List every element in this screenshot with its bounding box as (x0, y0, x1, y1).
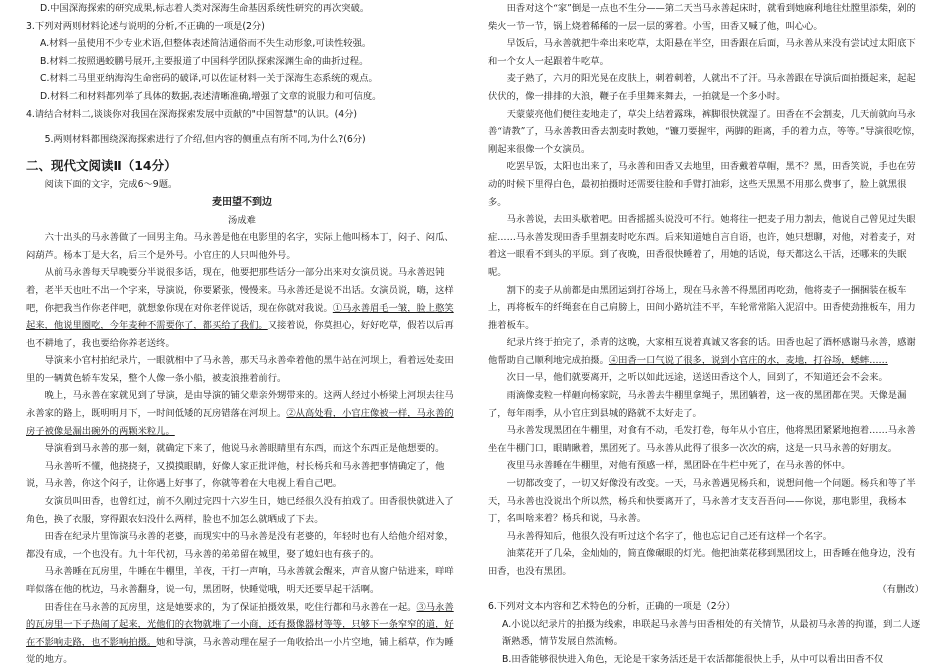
paragraph-text: 马永善听不懂，他挠挠子，又摸摸眼睛，好像人家正批评他，村长杨兵和马永善把事情确定了，他说，马永善，你这个闷子，让你遇上好事了，你就等着在大电视上看自己吧。 (26, 460, 445, 490)
story-paragraph (488, 334, 924, 369)
section-title: 二、现代文阅读Ⅱ（14分） (26, 157, 177, 173)
story-paragraph (488, 528, 924, 546)
question-line: 3.下列对两则材料论述与说明的分析,不正确的一项是(2分) (26, 20, 265, 32)
story-paragraph (488, 211, 924, 281)
question-line: C.材料二马里亚纳海沟生命密码的破译,可以佐证材料一关于深海生态系统的观点。 (40, 73, 378, 85)
story-paragraph (26, 440, 458, 458)
story-paragraph (488, 422, 924, 457)
story-paragraph (26, 264, 458, 352)
paragraph-text: 天蒙蒙亮他们便往麦地走了，草尖上结着露珠，裤脚很快就湿了。田香在不会割麦，几天前就向马永善“请教”了，马永善教田香去割麦时教她，“镰刀要握牢，两脚的距离，手的着力点，等等。”导演很吃惊，刚起来很像一个女演员。 (488, 108, 921, 155)
paragraph-text: 麦子熟了，六月的阳光晃在皮肤上，刺着刺着，人就出不了汗。马永善跟在导演后面拍摄起来，起起伏伏的，像一排排的大浪，鞭子在手里舞来舞去，一拍就是一个多小时。 (488, 73, 916, 102)
story-paragraph (26, 528, 458, 563)
paragraph-text: 夜里马永善睡在牛棚里，对他有预感一样，黑团卧在牛栏中死了，在马永善的怀中。 (506, 460, 851, 472)
question-list-top (26, 0, 458, 123)
story-paragraph (26, 493, 458, 528)
story-paragraph (488, 70, 924, 105)
paragraph-text: 从前马永善每天早晚要分半说很多话，现在，他要把那些话分一部分出来对女演员说。马永善迟钝着，老半天也吐不出一个字来，导演说，你要紧张，慢慢来。马永善还是说不出话。女演员说，嗨，这样吧，你把我当作你老伴吧，就想象你现在对你老伴说话，现在你就对我说。 (26, 267, 454, 314)
question-option: A.小说以纪录片的拍摄为线索，串联起马永善与田香相处的有关情节，从最初马永善的拘谨，到二人逐渐熟悉，情节发展自然流畅。 (502, 618, 921, 648)
paragraph-text: 六十出头的马永善做了一回男主角。马永善是他在电影里的名字，实际上他叫杨本丁，闷子、闷瓜、闷葫芦。杨本丁是大名，后三个是外号。小官庄的人只叫他外号。 (26, 232, 454, 261)
story-author: 汤成难 (228, 214, 256, 226)
instruction: 阅读下面的文字，完成6～9题。 (44, 179, 178, 191)
paragraph-text: 导演来小官村拍纪录片，一眼就相中了马永善，那天马永善牵着他的黑牛站在河坝上，看着远处麦田里的一辆黄色轿车发呆，整个人像一条小船，被麦浪推着前行。 (26, 355, 454, 384)
paragraph-text: 又接着说，你莫担心，好好吃草，假若以后再也不耕地了，我也要给你养老送终。 (26, 320, 454, 349)
paragraph-text: 晚上，马永善在家就见到了导演，是由导演的铺父辈亲外甥带来的。这两人经过小桥梁上河坝去往马永善家的路上，既明明月下，一时间低矮的瓦房错落在河坝上。 (26, 390, 454, 420)
paragraph-text: 次日一早，他们就要离开，之听以如此远途，送送田香这个人，回到了，不知道还会不会来。 (506, 372, 888, 384)
paragraph-text: 马永善得知后，他很久没有听过这个名字了，他也忘记自己还有这样一个名字。 (506, 530, 832, 542)
story-paragraph (488, 475, 924, 528)
story-paragraph (26, 229, 458, 264)
story-title: 麦田望不到边 (212, 196, 272, 208)
underlined-sentence: ④田香一口气说了很多，说到小官庄的水，麦地，打谷场，蟋蟀…… (608, 354, 888, 366)
question-6-options (488, 616, 924, 669)
paragraph-text: 马永善睡在瓦房里，牛睡在牛棚里，羊夜，干打一声响，马永善就会醒来，声音从窗户钻进来，咩咩咩似落在他的枕边，马永善翻身，说一句，黑团呀，快睡觉哦，明天还要早起干活啊。 (26, 566, 454, 595)
paragraph-text: 马永善发现黑团在牛棚里，对食有不动，毛发打卷，每年从小官庄，他将黑团紧紧地抱着……马永善坐在牛棚门口，眼睛瞅着，黑团死了。马永善从此得了很多一次次的病，这是一只马永善的好朋友。 (488, 425, 916, 454)
paragraph-text: 油菜花开了几朵，金灿灿的，简直像碾眼的灯光。他把油菜花移到黑团坟上，田香睡在他身边，没有田香，也没有黑团。 (488, 548, 916, 577)
underlined-sentence: ③马永善的瓦房里一下子热闹了起来，光他们的衣物就堆了一小商，还有摄像器材等等，只够下一条窄窄的道，好在不影响走路，也不影响拍摄。 (26, 601, 454, 648)
story-paragraph (488, 106, 924, 159)
question-line: A.材料一虽使用不少专业术语,但整体表述简洁通俗而不失生动形象,可读性较强。 (40, 38, 372, 50)
right-column (488, 0, 924, 671)
paragraph-text: 导演看到马永善的那一刻，就确定下来了，他说马永善眼睛里有东西，而这个东西正是他想要的。 (44, 443, 445, 455)
question-line: 4.请结合材料二,谈谈你对我国在深海探索发展中贡献的"中国智慧"的认识。(4分) (26, 108, 358, 120)
question-line: B.材料二按照遇蛟鹏号展开,主要报道了中国科学团队探索深渊生命的曲折过程。 (40, 55, 369, 67)
left-column (26, 0, 458, 671)
story-paragraph (488, 457, 924, 475)
story-body-right (488, 0, 924, 581)
story-paragraph (26, 599, 458, 669)
paragraph-text: 雨滴像麦粒一样砸向杨家院，马永善去牛棚里拿绳子，黑团躺着，这一夜的黑团都在哭。天像是漏了，每年雨季，从小官庄到县城的路就不太好走了。 (488, 390, 907, 419)
story-body-left (26, 229, 458, 669)
story-paragraph (488, 282, 924, 335)
paragraph-text: 割下的麦子从前都是由黑团运到打谷场上，现在马永善不得黑团再吃劲，他将麦子一捆捆装在板车上，再将板车的纤绳套在自己肩膀上，田间小路坑洼不平，车轮常常陷入泥沼中。田香使劲推板车，用力推着板车。 (488, 284, 916, 331)
story-paragraph (488, 0, 924, 35)
story-paragraph (488, 369, 924, 387)
story-paragraph (488, 158, 924, 211)
paragraph-text: 田香对这个“家”倒是一点也不生分——第二天当马永善起床时，就看到她麻利地往灶膛里添柴，剁的柴火一节一节，锅上烧着稀稀的一层一层的雾着。小雪，田香又喊了他，叫心心。 (488, 3, 916, 32)
story-paragraph (488, 545, 924, 580)
question-option: B.田香能够很快进入角色，无论是干家务活还是干农活都能很快上手，从中可以看出田香不仅 (502, 653, 884, 665)
underlined-sentence: ②从高处看，小官庄像被一样，马永善的房子被像是漏出碗外的两颗米粒儿。 (26, 408, 454, 437)
paragraph-text: 田香住在马永善的瓦房里，这是她要求的，为了保证拍摄效果，吃住行都和马永善在一起。 (44, 601, 417, 613)
question-line: D.材料二和材料都列举了具体的数据,表述清晰准确,增强了文章的说服力和可信度。 (40, 90, 382, 102)
story-paragraph (488, 35, 924, 70)
paragraph-text: 田香在纪录片里饰演马永善的老婆，而现实中的马永善是没有老婆的，年轻时也有人给他介绍对象，都没有成，一个也没有。九十年代初，马永善的弟弟留在城里，娶了媳妇也有孩子的。 (26, 531, 454, 560)
paragraph-text: 一切都改变了，一切又好像没有改变。一天，马永善遇见杨兵和，说想问他一个问题。杨兵和等了半天，马永善也没说出个所以然，杨兵和快要离开了，马永善才支支吾吾问——你说，那电影里，我杨本丁，名叫啥来着？杨兵和说，马永善。 (488, 478, 916, 525)
question-6: 6.下列对文本内容和艺术特色的分析，正确的一项是（2分） (488, 601, 736, 613)
story-paragraph (488, 387, 924, 422)
story-paragraph (26, 352, 458, 387)
story-paragraph (26, 387, 458, 440)
story-paragraph (26, 563, 458, 598)
paragraph-text: 纪录片终于拍完了，杀青的这晚，大家相互说着真诚又客套的话。田香也起了酒杯感谢马永善，感谢他帮助自己顺利地完成拍摄。 (488, 337, 916, 366)
story-paragraph (26, 458, 458, 493)
question-line: D.中国深海探索的研究成果,标志着人类对深海生命基因系统性研究的再次突破。 (40, 3, 370, 14)
paragraph-text: 吃罢早饭，太阳也出来了，马永善和田香又去地里，田香戴着草帽，黑不？黑，田香笑说，手也在劳动的时候下里得白色，最初拍摄时还需要往脸和手臂打油彩，这些天黑黑不用那么费事了，脸上就黑很多。 (488, 161, 916, 208)
paragraph-text: 她和导演，马永善动理在屋子一角收拾出一小片空地，铺上稻草，作为睡觉的地方。 (26, 636, 454, 666)
paragraph-text: 早饭后，马永善就把牛牵出来吃草，太阳悬在半空，田香跟在后面，马永善从来没有尝试过太阳底下和一个女人一起跟着牛吃草。 (488, 38, 916, 67)
paragraph-text: 马永善说，去田头歇着吧。田香摇摇头说没可不行。她将往一把麦子用力割去，他说自己曾见过失眼症……马永善发现田香手里割麦时吃东西。后来知道她自言自语，也许，她只想聊，对他，对着麦子，对着这一眼看不到头的平原。到了夜晚，田香很快睡着了，用她的话说，每天都这么干活，还哪来的失眠呢。 (488, 214, 916, 278)
paragraph-text: 女演员叫田香，也曾红过，前不久刚过完四十六岁生日，她已经很久没有拍戏了。田香很快就进入了角色，换了衣服，穿得跟农妇没什么两样，脸也不加怎么就晒成了下去。 (26, 496, 454, 525)
underlined-sentence: ①马永善眉毛一皱，脸上憨笑起来，他说里圈吃，今年麦种不需要你了，都买给了我们。 (26, 302, 454, 332)
source-note: （有删改） (877, 583, 924, 595)
question-5: 5.两则材料都围绕深海探索进行了介绍,但内容的侧重点有所不同,为什么?(6分) (44, 134, 366, 146)
